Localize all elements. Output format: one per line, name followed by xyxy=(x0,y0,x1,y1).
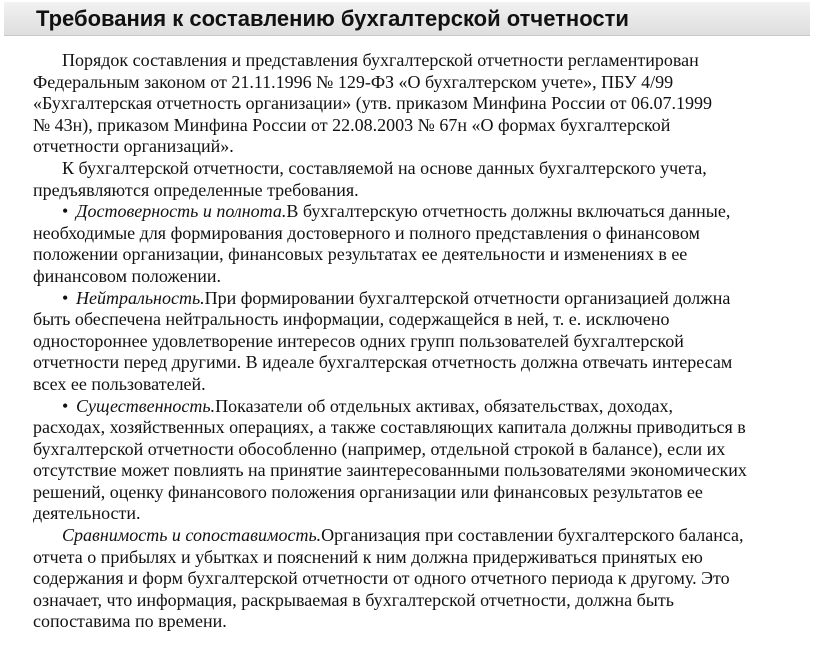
text-line: № 43н), приказом Минфина России от 22.08.2003 № 67н «О формах бухгалтерской xyxy=(33,114,671,135)
text-line: одностороннее удовлетворение интересов одних групп пользователей бухгалтерской xyxy=(33,330,684,351)
text-line: отсутствие может повлиять на принятие заинтересованными пользователями экономических xyxy=(33,460,747,481)
requirement-text: Организация при составлении бухгалтерского баланса, xyxy=(321,525,744,546)
text-line: бухгалтерской отчетности обособленно (например, отдельной строкой в балансе), если их xyxy=(33,438,726,459)
text-line: положении организации, финансовых результатах ее деятельности и изменениях в ее xyxy=(33,244,688,265)
text-line: необходимые для формирования достоверного и полного представления о финансовом xyxy=(33,222,700,243)
text-line: расходах, хозяйственных операциях, а также составляющих капитала должны приводиться в xyxy=(33,417,746,438)
bullet-icon: • xyxy=(62,287,69,308)
requirement-neutrality xyxy=(33,288,813,396)
text-line: всех ее пользователей. xyxy=(33,373,206,394)
text-line: содержания и форм бухгалтерской отчетности от одного отчетного периода к другому. Это xyxy=(33,568,730,589)
text-line: предъявляются определенные требования. xyxy=(33,179,359,200)
text-line: деятельности. xyxy=(33,503,141,524)
text-line: отчета о прибылях и убытках и пояснений к ним должна придерживаться принятых ею xyxy=(33,546,703,567)
requirement-reliability xyxy=(33,201,813,287)
requirement-term: Нейтральность. xyxy=(76,287,205,308)
text-line: отчетности перед другими. В идеале бухгалтерская отчетность должна отвечать интересам xyxy=(33,352,733,373)
title-bar xyxy=(4,2,810,36)
text-line: «Бухгалтерская отчетность организации» (утв. приказом Минфина России от 06.07.1999 xyxy=(33,93,713,114)
text-line: означает, что информация, раскрываемая в бухгалтерской отчетности, должна быть xyxy=(33,589,674,610)
requirement-term: Сравнимость и сопоставимость. xyxy=(62,525,322,546)
requirement-comparability xyxy=(33,525,813,633)
lead-paragraph xyxy=(33,158,813,201)
text-line: финансовом положении. xyxy=(33,265,221,286)
text-line: К бухгалтерской отчетности, составляемой на основе данных бухгалтерского учета, xyxy=(62,157,707,178)
requirement-text: При формировании бухгалтерской отчетности организацией должна xyxy=(204,287,731,308)
text-line: Федеральным законом от 21.11.1996 № 129-ФЗ «О бухгалтерском учете», ПБУ 4/99 xyxy=(33,71,674,92)
bullet-icon: • xyxy=(62,201,69,222)
text-line: отчетности организаций». xyxy=(33,136,234,157)
requirement-text: Показатели об отдельных активах, обязательствах, доходах, xyxy=(215,395,673,416)
text-line: Порядок составления и представления бухгалтерской отчетности регламентирован xyxy=(62,50,699,70)
requirement-materiality xyxy=(33,396,813,526)
text-line: решений, оценку финансового положения организации или финансовых результатов ее xyxy=(33,481,703,502)
page-title: Требования к составлению бухгалтерской отчетности xyxy=(36,6,629,31)
requirement-term: Существенность. xyxy=(76,395,216,416)
requirement-term: Достоверность и полнота. xyxy=(76,201,287,222)
bullet-icon: • xyxy=(62,395,69,416)
text-line: быть обеспечена нейтральность информации, содержащейся в ней, т. е. исключено xyxy=(33,309,670,330)
document-body xyxy=(33,50,813,633)
intro-paragraph xyxy=(33,50,813,158)
requirement-text: В бухгалтерскую отчетность должны включаться данные, xyxy=(286,201,731,222)
text-line: сопоставима по времени. xyxy=(33,611,227,632)
